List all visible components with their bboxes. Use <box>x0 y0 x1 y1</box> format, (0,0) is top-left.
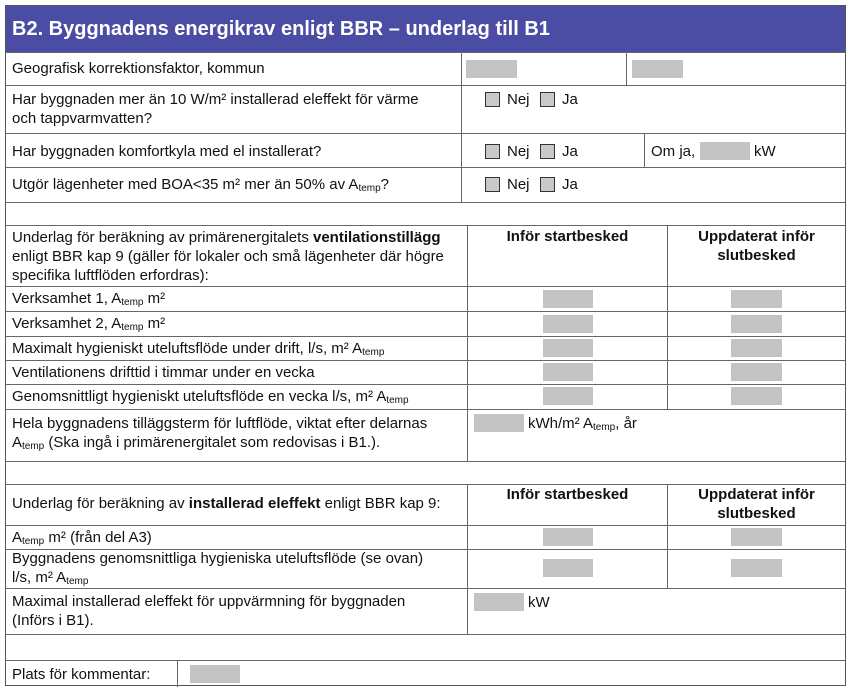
eleffekt-intro: Underlag för beräkning av installerad eleffekt enligt BBR kap 9: <box>12 495 441 512</box>
divider <box>6 525 845 526</box>
divider <box>6 52 845 53</box>
byggnad-uteluft-label-line1: Byggnadens genomsnittliga hygieniska uteluftsflöde (se ovan) <box>12 550 424 567</box>
max-uteluft-slut-field[interactable] <box>731 339 782 357</box>
eleffekt-question-line1: Har byggnaden mer än 10 W/m² installerad eleffekt för värme <box>12 91 419 108</box>
column-divider <box>626 52 627 85</box>
kyla-label: Har byggnaden komfortkyla med el installerat? <box>12 143 322 160</box>
col-startbesked: Inför startbesked <box>506 486 629 503</box>
geo-label: Geografisk korrektionsfaktor, kommun <box>12 60 265 77</box>
divider <box>6 225 845 226</box>
ja-label: Ja <box>562 143 578 160</box>
comment-field[interactable] <box>190 665 240 683</box>
kyla-nej-checkbox[interactable] <box>485 144 500 159</box>
ja-label: Ja <box>562 91 578 108</box>
max-eleffekt-unit: kW <box>528 594 550 611</box>
byggnad-uteluft-start-field[interactable] <box>543 559 593 577</box>
verksamhet2-slut-field[interactable] <box>731 315 782 333</box>
tillaggsterm-label-line1: Hela byggnadens tilläggsterm för luftflöde, viktat efter delarnas <box>12 415 428 432</box>
byggnad-uteluft-label-line2: l/s, m² $A_{temp}$ <box>12 569 89 587</box>
boa-ja-checkbox[interactable] <box>540 177 555 192</box>
geo-factor-field[interactable] <box>466 60 517 78</box>
kyla-ja-checkbox[interactable] <box>540 144 555 159</box>
genomsnitt-uteluft-label: Genomsnittligt hygieniskt uteluftsflöde en vecka l/s, m² $A_{temp}$ <box>12 388 409 406</box>
eleffekt-nej-checkbox[interactable] <box>485 92 500 107</box>
tillaggsterm-field[interactable] <box>474 414 524 432</box>
column-divider <box>467 484 468 634</box>
divider <box>6 202 845 203</box>
atemp-start-field[interactable] <box>543 528 593 546</box>
om-ja-label: Om ja, <box>651 143 696 160</box>
drifttid-slut-field[interactable] <box>731 363 782 381</box>
tillaggsterm-unit: kWh/m² $A_{temp}$, år <box>528 415 637 433</box>
ventilation-intro: Underlag för beräkning av primärenergitalets ventilationstillägg enligt BBR kap 9 (gäller för lokaler och små lägenheter där högre specifika luftflöden erfordras): <box>12 229 444 284</box>
drifttid-start-field[interactable] <box>543 363 593 381</box>
verksamhet1-slut-field[interactable] <box>731 290 782 308</box>
divider <box>6 461 845 462</box>
divider <box>6 588 845 589</box>
max-eleffekt-label-line2: (Införs i B1). <box>12 612 94 629</box>
b2-form <box>5 5 846 686</box>
divider <box>6 286 845 287</box>
divider <box>6 167 845 168</box>
divider <box>6 85 845 86</box>
boa-label: Utgör lägenheter med BOA<35 m² mer än 50% av $A_{temp}$? <box>12 176 390 194</box>
genomsnitt-uteluft-slut-field[interactable] <box>731 387 782 405</box>
genomsnitt-uteluft-start-field[interactable] <box>543 387 593 405</box>
verksamhet1-start-field[interactable] <box>543 290 593 308</box>
column-divider <box>644 133 645 167</box>
kyla-kw-field[interactable] <box>700 142 750 160</box>
verksamhet2-start-field[interactable] <box>543 315 593 333</box>
kommun-field[interactable] <box>632 60 683 78</box>
nej-label: Nej <box>507 176 530 193</box>
divider <box>6 133 845 134</box>
divider <box>6 634 845 635</box>
nej-label: Nej <box>507 91 530 108</box>
col-startbesked: Inför startbesked <box>506 228 629 245</box>
eleffekt-ja-checkbox[interactable] <box>540 92 555 107</box>
verksamhet1-label: Verksamhet 1, $A_{temp}$ m² <box>12 290 166 308</box>
column-divider <box>467 225 468 461</box>
eleffekt-question-line2: och tappvarmvatten? <box>12 110 153 127</box>
max-uteluft-label: Maximalt hygieniskt uteluftsflöde under drift, l/s, m² $A_{temp}$ <box>12 340 385 358</box>
ja-label: Ja <box>562 176 578 193</box>
column-divider <box>177 660 178 687</box>
atemp-slut-field[interactable] <box>731 528 782 546</box>
nej-label: Nej <box>507 143 530 160</box>
byggnad-uteluft-slut-field[interactable] <box>731 559 782 577</box>
section-title: B2. Byggnadens energikrav enligt BBR – underlag till B1 <box>6 6 845 52</box>
comment-label: Plats för kommentar: <box>12 666 151 683</box>
col-slutbesked: Uppdaterat inför slutbesked <box>698 228 815 264</box>
divider <box>6 660 845 661</box>
max-uteluft-start-field[interactable] <box>543 339 593 357</box>
divider <box>6 384 845 385</box>
drifttid-label: Ventilationens drifttid i timmar under en vecka <box>12 364 315 381</box>
column-divider <box>461 52 462 202</box>
max-eleffekt-field[interactable] <box>474 593 524 611</box>
max-eleffekt-label-line1: Maximal installerad eleffekt för uppvärmning för byggnaden <box>12 593 406 610</box>
kyla-kw-unit: kW <box>754 143 776 160</box>
tillaggsterm-label-line2: $A_{temp}$ (Ska ingå i primärenergitalet som redovisas i B1.). <box>12 434 381 452</box>
verksamhet2-label: Verksamhet 2, $A_{temp}$ m² <box>12 315 166 333</box>
col-slutbesked: Uppdaterat inför slutbesked <box>698 486 815 522</box>
boa-nej-checkbox[interactable] <box>485 177 500 192</box>
atemp-label: $A_{temp}$ m² (från del A3) <box>12 529 152 547</box>
